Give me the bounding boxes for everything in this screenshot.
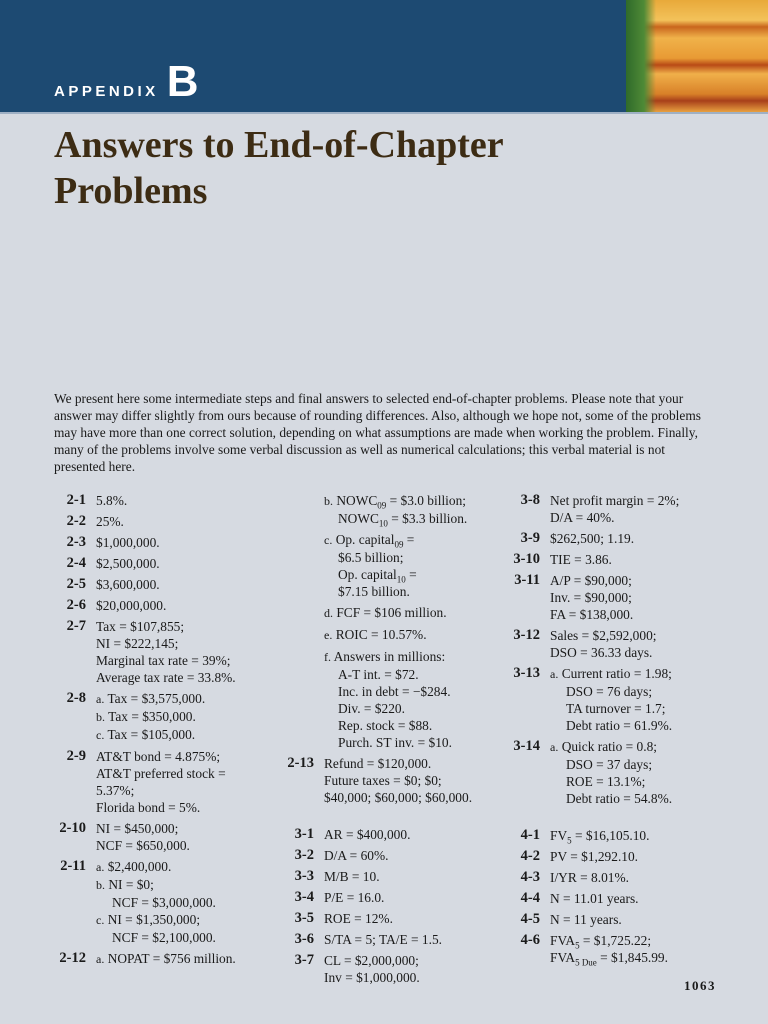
answer-3-9 xyxy=(506,530,728,547)
answer-line: NI = $0; xyxy=(108,877,154,892)
problem-number-spacer xyxy=(280,492,324,527)
answer-line: A-T int. = $72. xyxy=(338,667,419,682)
section-gap xyxy=(506,811,728,827)
problem-number: 3-12 xyxy=(513,627,540,643)
page-title xyxy=(54,122,614,214)
answer-line: DSO = 36.33 days. xyxy=(550,645,653,660)
problem-number: 3-8 xyxy=(520,492,540,508)
answer-3-5 xyxy=(280,910,508,927)
appendix-banner xyxy=(0,0,768,112)
value: = $3.3 billion. xyxy=(387,511,468,526)
problem-number: 2-12 xyxy=(59,950,86,966)
answer-line: $3,600,000. xyxy=(96,577,160,592)
answer-line: FCF = $106 million. xyxy=(336,605,447,620)
answer-line: DSO = 76 days; xyxy=(566,684,653,699)
part-letter: c. xyxy=(96,913,105,927)
answer-3-12 xyxy=(506,627,728,661)
answer-3-6 xyxy=(280,931,508,948)
answer-2-5 xyxy=(46,576,276,593)
part-letter: b. xyxy=(96,710,105,724)
problem-number: 3-2 xyxy=(294,847,314,863)
answer-line: Inv. = $90,000; xyxy=(550,590,632,605)
answer-3-2 xyxy=(280,847,508,864)
problem-number: 3-5 xyxy=(294,910,314,926)
answer-line: M/B = 10. xyxy=(324,869,380,884)
part-letter: c. xyxy=(324,533,333,547)
answer-line: PV = $1,292.10. xyxy=(550,849,639,864)
answer-line: D/A = 40%. xyxy=(550,510,615,525)
problem-number: 2-7 xyxy=(66,618,86,634)
answer-3-7 xyxy=(280,952,508,986)
answer-4-5 xyxy=(506,911,728,928)
term: Op. capital xyxy=(338,567,397,582)
answer-3-10 xyxy=(506,551,728,568)
answer-line: NCF = $2,100,000. xyxy=(112,930,216,945)
answer-2-7 xyxy=(46,618,276,686)
answers-column-3 xyxy=(506,492,728,970)
value: = $3.0 billion; xyxy=(386,493,466,508)
problem-number: 3-6 xyxy=(294,931,314,947)
problem-number: 2-3 xyxy=(66,534,86,550)
answer-2-10 xyxy=(46,820,276,854)
intro-paragraph: We present here some intermediate steps and final answers to selected end-of-chapter problems. Please note that your answer may differ slightly from ours because of rounding differences. Also, although we hope not, some of the problems may have more than one correct solution, depending on what assumptions are made when working the problem. Finally, many of the problems involve some verbal discussion as well as numerical calculations; this verbal material is not presented here. xyxy=(54,391,701,474)
value: = $1,845.99. xyxy=(596,950,668,965)
term: NOWC xyxy=(338,511,379,526)
answer-3-1 xyxy=(280,826,508,843)
answer-line xyxy=(324,510,508,527)
answer-line: AT&T bond = 4.875%; xyxy=(96,749,221,764)
appendix-letter: B xyxy=(166,57,199,106)
answer-line: S/TA = 5; TA/E = 1.5. xyxy=(324,932,442,947)
banner-photo xyxy=(626,0,768,112)
problem-number: 2-1 xyxy=(66,492,86,508)
problem-number: 4-1 xyxy=(520,827,540,843)
answer-line: $7.15 billion. xyxy=(338,584,410,599)
problem-number: 2-10 xyxy=(59,820,86,836)
answer-line: D/A = 60%. xyxy=(324,848,389,863)
answer-2-2 xyxy=(46,513,276,530)
answer-line: TA turnover = 1.7; xyxy=(566,701,666,716)
answer-line: $40,000; $60,000; $60,000. xyxy=(324,790,473,805)
answer-line: Current ratio = 1.98; xyxy=(561,666,672,681)
appendix-word: APPENDIX xyxy=(54,83,159,100)
answers-column-2 xyxy=(280,492,508,990)
answer-2-12-c xyxy=(280,531,508,600)
answer-line: Sales = $2,592,000; xyxy=(550,628,657,643)
answer-line: $2,400,000. xyxy=(107,859,172,874)
problem-number: 3-3 xyxy=(294,868,314,884)
problem-number: 3-14 xyxy=(513,738,540,754)
answer-3-8 xyxy=(506,492,728,526)
answer-3-3 xyxy=(280,868,508,885)
problem-number: 2-6 xyxy=(66,597,86,613)
subscript: 10 xyxy=(378,518,388,529)
answer-line: ROE = 12%. xyxy=(324,911,393,926)
subscript: 09 xyxy=(377,500,387,511)
term: FV xyxy=(550,828,568,843)
answer-line: NOPAT = $756 million. xyxy=(107,951,236,966)
term: Op. capital xyxy=(335,532,395,547)
answer-line: Answers in millions: xyxy=(333,649,446,664)
answer-line: NI = $450,000; xyxy=(96,821,179,836)
part-letter: d. xyxy=(324,606,333,620)
problem-number: 3-10 xyxy=(513,551,540,567)
answer-line: Div. = $220. xyxy=(338,701,405,716)
answer-line: Debt ratio = 54.8%. xyxy=(566,791,673,806)
answer-line: Tax = $105,000. xyxy=(107,727,196,742)
part-letter: a. xyxy=(550,740,559,754)
answer-line: Average tax rate = 33.8%. xyxy=(96,670,236,685)
answer-line: AR = $400,000. xyxy=(324,827,411,842)
answer-line xyxy=(335,532,415,550)
part-letter: c. xyxy=(96,728,105,742)
answer-2-8 xyxy=(46,690,276,744)
answer-line: Inc. in debt = −$284. xyxy=(338,684,451,699)
problem-number: 3-4 xyxy=(294,889,314,905)
answer-line: NCF = $650,000. xyxy=(96,838,190,853)
answer-2-12-f xyxy=(280,648,508,751)
part-letter: a. xyxy=(96,860,105,874)
problem-number-spacer xyxy=(280,604,324,622)
section-gap xyxy=(280,810,508,826)
value: = xyxy=(405,567,417,582)
part-letter: a. xyxy=(550,667,559,681)
part-letter: a. xyxy=(96,692,105,706)
value: = xyxy=(403,532,415,547)
answer-3-13 xyxy=(506,665,728,734)
answer-line: 5.8%. xyxy=(96,493,128,508)
term: FVA xyxy=(550,933,576,948)
subscript: 5 xyxy=(567,835,572,846)
problem-number: 4-6 xyxy=(520,932,540,948)
answer-line xyxy=(324,566,508,583)
problem-number: 2-4 xyxy=(66,555,86,571)
answer-line: Future taxes = $0; $0; xyxy=(324,773,442,788)
part-letter: e. xyxy=(324,628,333,642)
problem-number: 3-11 xyxy=(514,572,540,588)
answer-line: $20,000,000. xyxy=(96,598,167,613)
answer-line: N = 11.01 years. xyxy=(550,891,639,906)
answer-line xyxy=(550,932,728,949)
answer-line xyxy=(550,827,728,844)
answer-line: $2,500,000. xyxy=(96,556,160,571)
subscript: 09 xyxy=(394,539,404,550)
answer-line: Rep. stock = $88. xyxy=(338,718,433,733)
answer-line: Marginal tax rate = 39%; xyxy=(96,653,231,668)
answer-line: NCF = $3,000,000. xyxy=(112,895,216,910)
answer-2-12-b xyxy=(280,492,508,527)
answers-column-1 xyxy=(46,492,276,972)
answer-line: FA = $138,000. xyxy=(550,607,634,622)
answer-line: NI = $1,350,000; xyxy=(107,912,201,927)
problem-number: 4-4 xyxy=(520,890,540,906)
problem-number: 3-9 xyxy=(520,530,540,546)
answer-line: Net profit margin = 2%; xyxy=(550,493,680,508)
answer-line: 5.37%; xyxy=(96,783,135,798)
answer-2-11 xyxy=(46,858,276,946)
answer-line: Inv = $1,000,000. xyxy=(324,970,420,985)
answer-line: I/YR = 8.01%. xyxy=(550,870,629,885)
answer-line: ROE = 13.1%; xyxy=(566,774,646,789)
problem-number: 3-13 xyxy=(513,665,540,681)
problem-number: 4-2 xyxy=(520,848,540,864)
answer-4-1 xyxy=(506,827,728,844)
value: = $1,725.22; xyxy=(579,933,652,948)
answer-line: Refund = $120,000. xyxy=(324,756,432,771)
term: NOWC xyxy=(336,493,378,508)
answer-line: TIE = 3.86. xyxy=(550,552,612,567)
problem-number: 2-13 xyxy=(287,755,314,771)
answer-line: Purch. ST inv. = $10. xyxy=(338,735,452,750)
answer-2-6 xyxy=(46,597,276,614)
answer-4-3 xyxy=(506,869,728,886)
problem-number-spacer xyxy=(280,648,324,751)
answer-line: Debt ratio = 61.9%. xyxy=(566,718,673,733)
answer-line: Florida bond = 5%. xyxy=(96,800,201,815)
page-number: 1063 xyxy=(684,978,716,993)
part-letter: f. xyxy=(324,650,331,664)
answer-line: NI = $222,145; xyxy=(96,636,179,651)
answer-2-13 xyxy=(280,755,508,806)
problem-number: 2-8 xyxy=(66,690,86,706)
answer-line: Quick ratio = 0.8; xyxy=(561,739,658,754)
subscript: 5 Due xyxy=(575,957,597,968)
answer-line: Tax = $350,000. xyxy=(108,709,196,724)
answer-2-1 xyxy=(46,492,276,509)
subscript: 5 xyxy=(575,940,580,951)
problem-number: 3-1 xyxy=(294,826,314,842)
problem-number: 4-3 xyxy=(520,869,540,885)
page-title-line-1: Answers to End-of-Chapter xyxy=(54,124,504,166)
answer-line: A/P = $90,000; xyxy=(550,573,632,588)
answer-4-2 xyxy=(506,848,728,865)
problem-number-spacer xyxy=(280,531,324,600)
answer-line: N = 11 years. xyxy=(550,912,622,927)
problem-number-spacer xyxy=(280,626,324,644)
problem-number: 3-7 xyxy=(294,952,314,968)
answer-2-4 xyxy=(46,555,276,572)
answer-2-12-e xyxy=(280,626,508,644)
answer-line: Tax = $107,855; xyxy=(96,619,185,634)
answer-line: $1,000,000. xyxy=(96,535,160,550)
part-letter: a. xyxy=(96,952,105,966)
answer-line: CL = $2,000,000; xyxy=(324,953,419,968)
subscript: 10 xyxy=(396,574,406,585)
answer-3-11 xyxy=(506,572,728,623)
answer-4-6 xyxy=(506,932,728,966)
answer-line: $262,500; 1.19. xyxy=(550,531,635,546)
problem-number: 2-5 xyxy=(66,576,86,592)
answer-3-14 xyxy=(506,738,728,807)
appendix-label xyxy=(54,57,199,106)
answer-3-4 xyxy=(280,889,508,906)
answer-line: DSO = 37 days; xyxy=(566,757,653,772)
answer-line: Tax = $3,575,000. xyxy=(107,691,206,706)
answer-line: $6.5 billion; xyxy=(338,550,404,565)
problem-number: 4-5 xyxy=(520,911,540,927)
answer-2-12-d xyxy=(280,604,508,622)
answer-2-3 xyxy=(46,534,276,551)
answer-line xyxy=(336,493,466,511)
banner-rule xyxy=(0,112,768,114)
answer-line: ROIC = 10.57%. xyxy=(335,627,427,642)
answer-line: P/E = 16.0. xyxy=(324,890,385,905)
answer-4-4 xyxy=(506,890,728,907)
problem-number: 2-9 xyxy=(66,748,86,764)
answer-2-12 xyxy=(46,950,276,968)
part-letter: b. xyxy=(96,878,105,892)
problem-number: 2-2 xyxy=(66,513,86,529)
part-letter: b. xyxy=(324,494,333,508)
value: = $16,105.10. xyxy=(571,828,650,843)
answer-line: AT&T preferred stock = xyxy=(96,766,226,781)
answer-line: 25%. xyxy=(96,514,124,529)
page-title-line-2: Problems xyxy=(54,170,208,212)
term: FVA xyxy=(550,950,576,965)
problem-number: 2-11 xyxy=(60,858,86,874)
answer-2-9 xyxy=(46,748,276,816)
answer-line xyxy=(550,949,728,966)
